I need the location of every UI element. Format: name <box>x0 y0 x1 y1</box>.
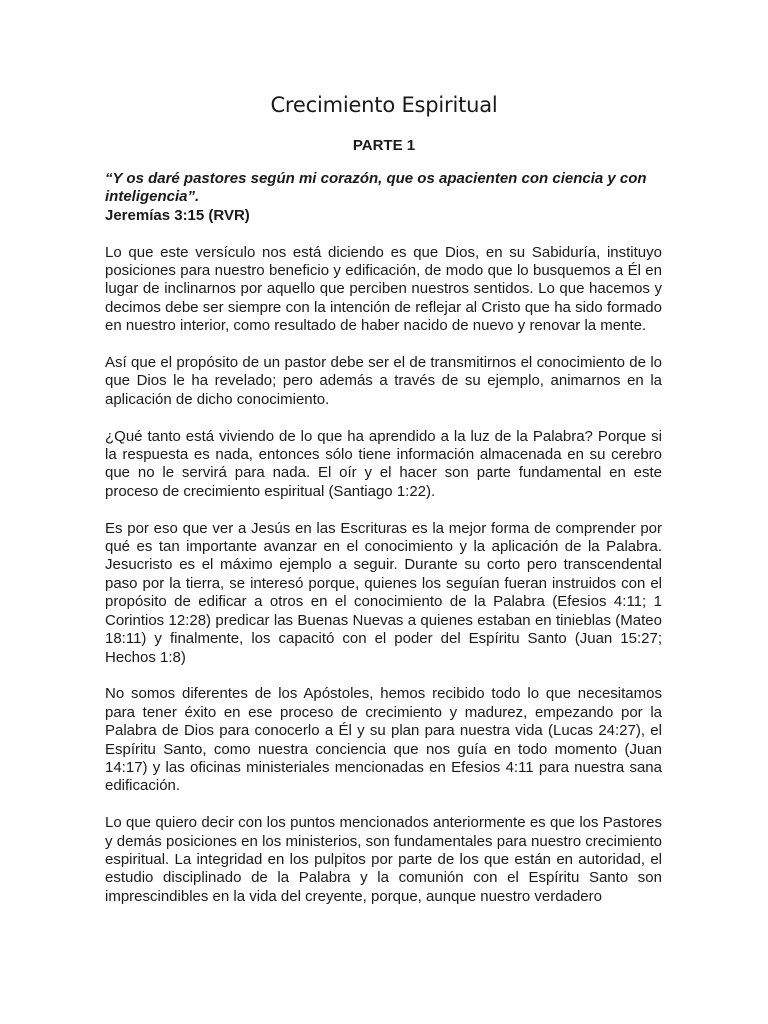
paragraph-5: No somos diferentes de los Apóstoles, hemos recibido todo lo que necesitamos para tener éxito en ese proceso de crecimiento y madurez, empezando por la Palabra de Dios para conocerlo a Él y su plan para nuestra vida (Lucas 24:27), el Espíritu Santo, como nuestra conciencia que nos guía en todo momento (Juan 14:17) y las oficinas ministeriales mencionadas en Efesios 4:11 para nuestra sana edificación. <box>105 685 662 795</box>
paragraph-1: Lo que este versículo nos está diciendo es que Dios, en su Sabiduría, instituyo posiciones para nuestro beneficio y edificación, de modo que lo busquemos a Él en lugar de inclinarnos por aquello que perciben nuestros sentidos. Lo que hacemos y decimos debe ser siempre con la intención de reflejar al Cristo que ha sido formado en nuestro interior, como resultado de haber nacido de nuevo y renovar la mente. <box>105 243 662 335</box>
document-title: Crecimiento Espiritual <box>270 93 498 117</box>
bible-quote: “Y os daré pastores según mi corazón, que os apacienten con ciencia y con inteligencia”. <box>105 170 647 206</box>
paragraph-3: ¿Qué tanto está viviendo de lo que ha aprendido a la luz de la Palabra? Porque si la respuesta es nada, entonces sólo tiene información almacenada en su cerebro que no le servirá para nada. El oír y el hacer son parte fundamental en este proceso de crecimiento espiritual (Santiago 1:22). <box>105 427 662 500</box>
bible-reference: Jeremías 3:15 (RVR) <box>105 206 250 224</box>
paragraph-6: Lo que quiero decir con los puntos mencionados anteriormente es que los Pastores y demás posiciones en los ministerios, son fundamentales para nuestro crecimiento espiritual. La integridad en los pulpitos por parte de los que están en autoridad, el estudio disciplinado de la Palabra y la comunión con el Espíritu Santo son imprescindibles en la vida del creyente, porque, aunque nuestro verdadero <box>105 814 662 905</box>
part-heading: PARTE 1 <box>352 137 416 154</box>
document-body <box>105 170 662 906</box>
paragraph-4: Es por eso que ver a Jesús en las Escrituras es la mejor forma de comprender por qué es tan importante avanzar en el conocimiento y la aplicación de la Palabra. Jesucristo es el máximo ejemplo a seguir. Durante su corto pero transcendental paso por la tierra, se interesó porque, quienes los seguían fueran instruidos con el propósito de edificar a otros en el conocimiento de la Palabra (Efesios 4:11; 1 Corintios 12:28) predicar las Buenas Nuevas a quienes estaban en tinieblas (Mateo 18:11) y finalmente, los capacitó con el poder del Espíritu Santo (Juan 15:27; Hechos 1:8) <box>105 519 662 666</box>
paragraph-2: Así que el propósito de un pastor debe ser el de transmitirnos el conocimiento de lo que Dios le ha revelado; pero además a través de su ejemplo, animarnos en la aplicación de dicho conocimiento. <box>105 354 662 408</box>
